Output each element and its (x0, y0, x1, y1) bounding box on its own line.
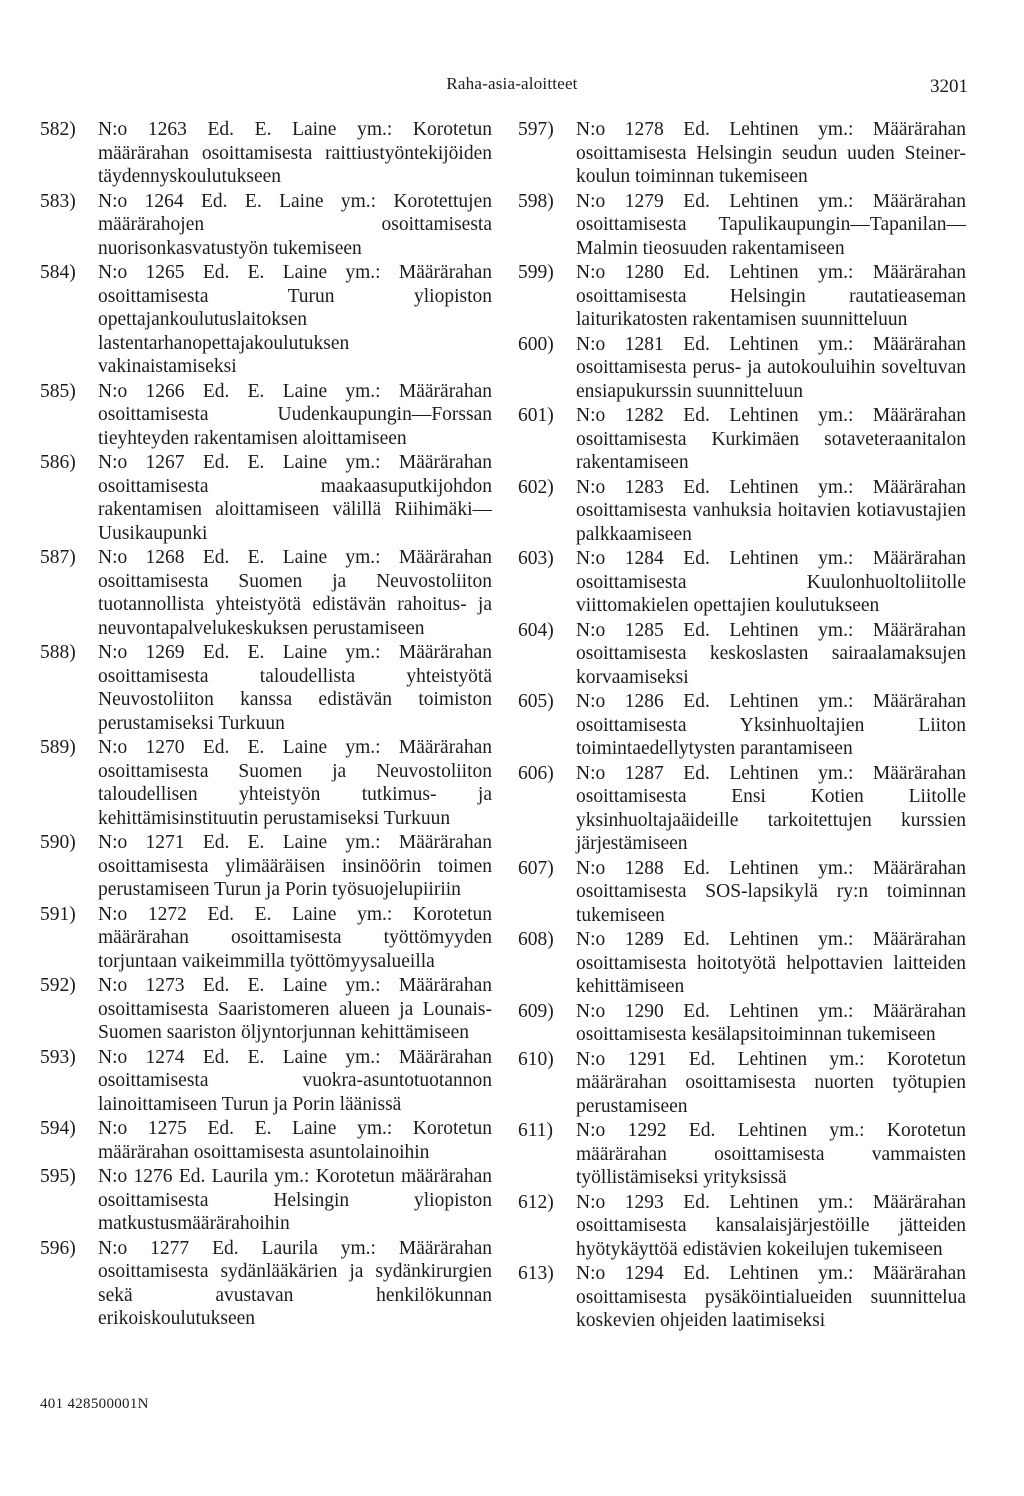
item-number: 591) (40, 903, 76, 925)
item-text: N:o 1288 Ed. Lehtinen ym.: Määrärahan osoittamisesta SOS-lapsikylä ry:n toiminnan tukemiseen (576, 857, 966, 926)
list-item (518, 762, 966, 856)
item-number: 604) (518, 619, 554, 641)
item-number: 596) (40, 1237, 76, 1259)
list-item (40, 1237, 492, 1331)
list-item (518, 476, 966, 547)
item-text: N:o 1267 Ed. E. Laine ym.: Määrärahan osoittamisesta maakaasuputkijohdon rakentamisen aloittamiseen välillä Riihimäki—Uusikaupunki (98, 452, 492, 544)
item-text: N:o 1279 Ed. Lehtinen ym.: Määrärahan osoittamisesta Tapulikaupungin—Tapanilan—Malmin tieosuuden rakentamiseen (576, 190, 966, 259)
item-text: N:o 1280 Ed. Lehtinen ym.: Määrärahan osoittamisesta Helsingin rautatieaseman laiturikatosten rakentamisen suunnitteluun (576, 262, 966, 330)
list-item (40, 190, 492, 261)
item-number: 600) (518, 333, 554, 355)
item-text: N:o 1265 Ed. E. Laine ym.: Määrärahan osoittamisesta Turun yliopiston opettajankoulutuslaitoksen lastentarhanopettajakoulutuksen vakinaistamiseksi (98, 262, 492, 377)
list-item (518, 333, 966, 404)
list-item (518, 1262, 966, 1333)
item-number: 590) (40, 832, 76, 853)
list-item (40, 974, 492, 1045)
item-number: 607) (518, 857, 554, 879)
item-number: 599) (518, 262, 554, 283)
item-number: 611) (518, 1120, 554, 1141)
right-column (518, 118, 966, 1334)
list-item (518, 118, 966, 189)
item-number: 598) (518, 190, 554, 212)
item-number: 613) (518, 1263, 554, 1284)
list-item (40, 261, 492, 379)
list-item (40, 546, 492, 640)
item-text: N:o 1276 Ed. Laurila ym.: Korotetun määrärahan osoittamisesta Helsingin yliopiston matkustusmäärärahoihin (98, 1166, 492, 1234)
item-text: N:o 1291 Ed. Lehtinen ym.: Korotetun määrärahan osoittamisesta nuorten työtupien perustamiseen (576, 1048, 966, 1117)
list-item (518, 190, 966, 261)
item-number: 594) (40, 1118, 76, 1139)
list-item (518, 857, 966, 928)
item-number: 603) (518, 548, 554, 569)
item-text: N:o 1290 Ed. Lehtinen ym.: Määrärahan osoittamisesta kesälapsitoiminnan tukemiseen (576, 1000, 966, 1045)
list-item (518, 928, 966, 999)
item-text: N:o 1284 Ed. Lehtinen ym.: Määrärahan osoittamisesta Kuulonhuoltoliitolle viittomakielen opettajien koulutukseen (576, 548, 966, 616)
item-text: N:o 1271 Ed. E. Laine ym.: Määrärahan osoittamisesta ylimääräisen insinöörin toimen perustamiseen Turun ja Porin työsuojelupiiriin (98, 832, 492, 900)
item-number: 612) (518, 1191, 554, 1213)
item-text: N:o 1282 Ed. Lehtinen ym.: Määrärahan osoittamisesta Kurkimäen sotaveteraanitalon rakentamiseen (576, 405, 966, 473)
left-column (40, 118, 492, 1332)
list-item (518, 690, 966, 761)
list-item (518, 1048, 966, 1119)
list-item (518, 1191, 966, 1262)
item-number: 602) (518, 476, 554, 498)
list-item (40, 1165, 492, 1236)
item-number: 610) (518, 1048, 554, 1070)
footer-code: 401 428500001N (40, 1396, 149, 1412)
item-number: 608) (518, 929, 554, 950)
item-number: 586) (40, 452, 76, 473)
item-text: N:o 1273 Ed. E. Laine ym.: Määrärahan osoittamisesta Saaristomeren alueen ja Lounais-Suomen saariston öljyntorjunnan kehittämiseen (98, 975, 492, 1043)
item-number: 597) (518, 119, 554, 140)
list-item (40, 118, 492, 189)
list-item (518, 619, 966, 690)
item-text: N:o 1274 Ed. E. Laine ym.: Määrärahan osoittamisesta vuokra-asuntotuotannon lainoittamiseen Turun ja Porin läänissä (98, 1046, 492, 1115)
item-text: N:o 1292 Ed. Lehtinen ym.: Korotetun määrärahan osoittamisesta vammaisten työllistämiseksi yrityksissä (576, 1120, 966, 1188)
item-text: N:o 1275 Ed. E. Laine ym.: Korotetun määrärahan osoittamisesta asuntolainoihin (98, 1118, 492, 1163)
page-number: 3201 (930, 76, 968, 97)
item-number: 587) (40, 547, 76, 568)
item-number: 593) (40, 1046, 76, 1068)
item-number: 588) (40, 642, 76, 663)
item-text: N:o 1287 Ed. Lehtinen ym.: Määrärahan osoittamisesta Ensi Kotien Liitolle yksinhuoltajaäideille tarkoitettujen kurssien järjestämiseen (576, 762, 966, 854)
item-text: N:o 1285 Ed. Lehtinen ym.: Määrärahan osoittamisesta keskoslasten sairaalamaksujen korvaamiseksi (576, 619, 966, 688)
item-text: N:o 1283 Ed. Lehtinen ym.: Määrärahan osoittamisesta vanhuksia hoitavien kotiavustajien palkkaamiseen (576, 476, 966, 545)
list-item (518, 1119, 966, 1190)
item-text: N:o 1293 Ed. Lehtinen ym.: Määrärahan osoittamisesta kansalaisjärjestöille jätteiden hyötykäyttöä edistävien kokeilujen tukemiseen (576, 1191, 966, 1260)
list-item (518, 261, 966, 332)
item-number: 601) (518, 405, 554, 426)
item-number: 583) (40, 190, 76, 212)
list-item (40, 1046, 492, 1117)
item-text: N:o 1264 Ed. E. Laine ym.: Korotettujen määrärahojen osoittamisesta nuorisonkasvatustyön tukemiseen (98, 190, 492, 259)
item-number: 585) (40, 380, 76, 402)
list-item (40, 736, 492, 830)
item-number: 595) (40, 1166, 76, 1187)
list-item (40, 380, 492, 451)
item-number: 606) (518, 762, 554, 784)
list-item (40, 831, 492, 902)
list-item (40, 451, 492, 545)
item-text: N:o 1266 Ed. E. Laine ym.: Määrärahan osoittamisesta Uudenkaupungin—Forssan tieyhteyden rakentamisen aloittamiseen (98, 380, 492, 449)
list-item (518, 547, 966, 618)
list-item (40, 641, 492, 735)
item-text: N:o 1269 Ed. E. Laine ym.: Määrärahan osoittamisesta taloudellista yhteistyötä Neuvostoliiton kanssa edistävän toimiston perustamiseksi Turkuun (98, 642, 492, 734)
item-text: N:o 1281 Ed. Lehtinen ym.: Määrärahan osoittamisesta perus- ja autokouluihin soveltuvan ensiapukurssin suunnitteluun (576, 333, 966, 402)
list-item (518, 404, 966, 475)
list-item (40, 903, 492, 974)
item-text: N:o 1294 Ed. Lehtinen ym.: Määrärahan osoittamisesta pysäköintialueiden suunnittelua koskevien ohjeiden laatimiseksi (576, 1263, 966, 1331)
item-number: 592) (40, 975, 76, 996)
item-text: N:o 1270 Ed. E. Laine ym.: Määrärahan osoittamisesta Suomen ja Neuvostoliiton taloudellisen yhteistyön tutkimus- ja kehittämisinstituutin perustamiseksi Turkuun (98, 737, 492, 829)
item-number: 582) (40, 119, 76, 140)
item-text: N:o 1268 Ed. E. Laine ym.: Määrärahan osoittamisesta Suomen ja Neuvostoliiton tuotannollista yhteistyötä edistävän rahoitus- ja neuvontapalvelukeskuksen perustamiseen (98, 547, 492, 639)
list-item (40, 1117, 492, 1164)
item-number: 605) (518, 691, 554, 712)
list-item (518, 1000, 966, 1047)
item-text: N:o 1278 Ed. Lehtinen ym.: Määrärahan osoittamisesta Helsingin seudun uuden Steiner-koulun toiminnan tukemiseen (576, 119, 966, 187)
item-number: 589) (40, 737, 76, 758)
running-head: Raha-asia-aloitteet (446, 74, 578, 93)
item-text: N:o 1286 Ed. Lehtinen ym.: Määrärahan osoittamisesta Yksinhuoltajien Liiton toimintaedellytysten parantamiseen (576, 691, 966, 759)
item-text: N:o 1272 Ed. E. Laine ym.: Korotetun määrärahan osoittamisesta työttömyyden torjuntaan vaikeimmilla työttömyysalueilla (98, 903, 492, 972)
item-text: N:o 1277 Ed. Laurila ym.: Määrärahan osoittamisesta sydänlääkärien ja sydänkirurgien sekä avustavan henkilökunnan erikoiskoulutukseen (98, 1237, 492, 1329)
item-text: N:o 1263 Ed. E. Laine ym.: Korotetun määrärahan osoittamisesta raittiustyöntekijöiden täydennyskoulutukseen (98, 119, 492, 187)
item-text: N:o 1289 Ed. Lehtinen ym.: Määrärahan osoittamisesta hoitotyötä helpottavien laitteiden kehittämiseen (576, 929, 966, 997)
item-number: 584) (40, 262, 76, 283)
item-number: 609) (518, 1000, 554, 1022)
